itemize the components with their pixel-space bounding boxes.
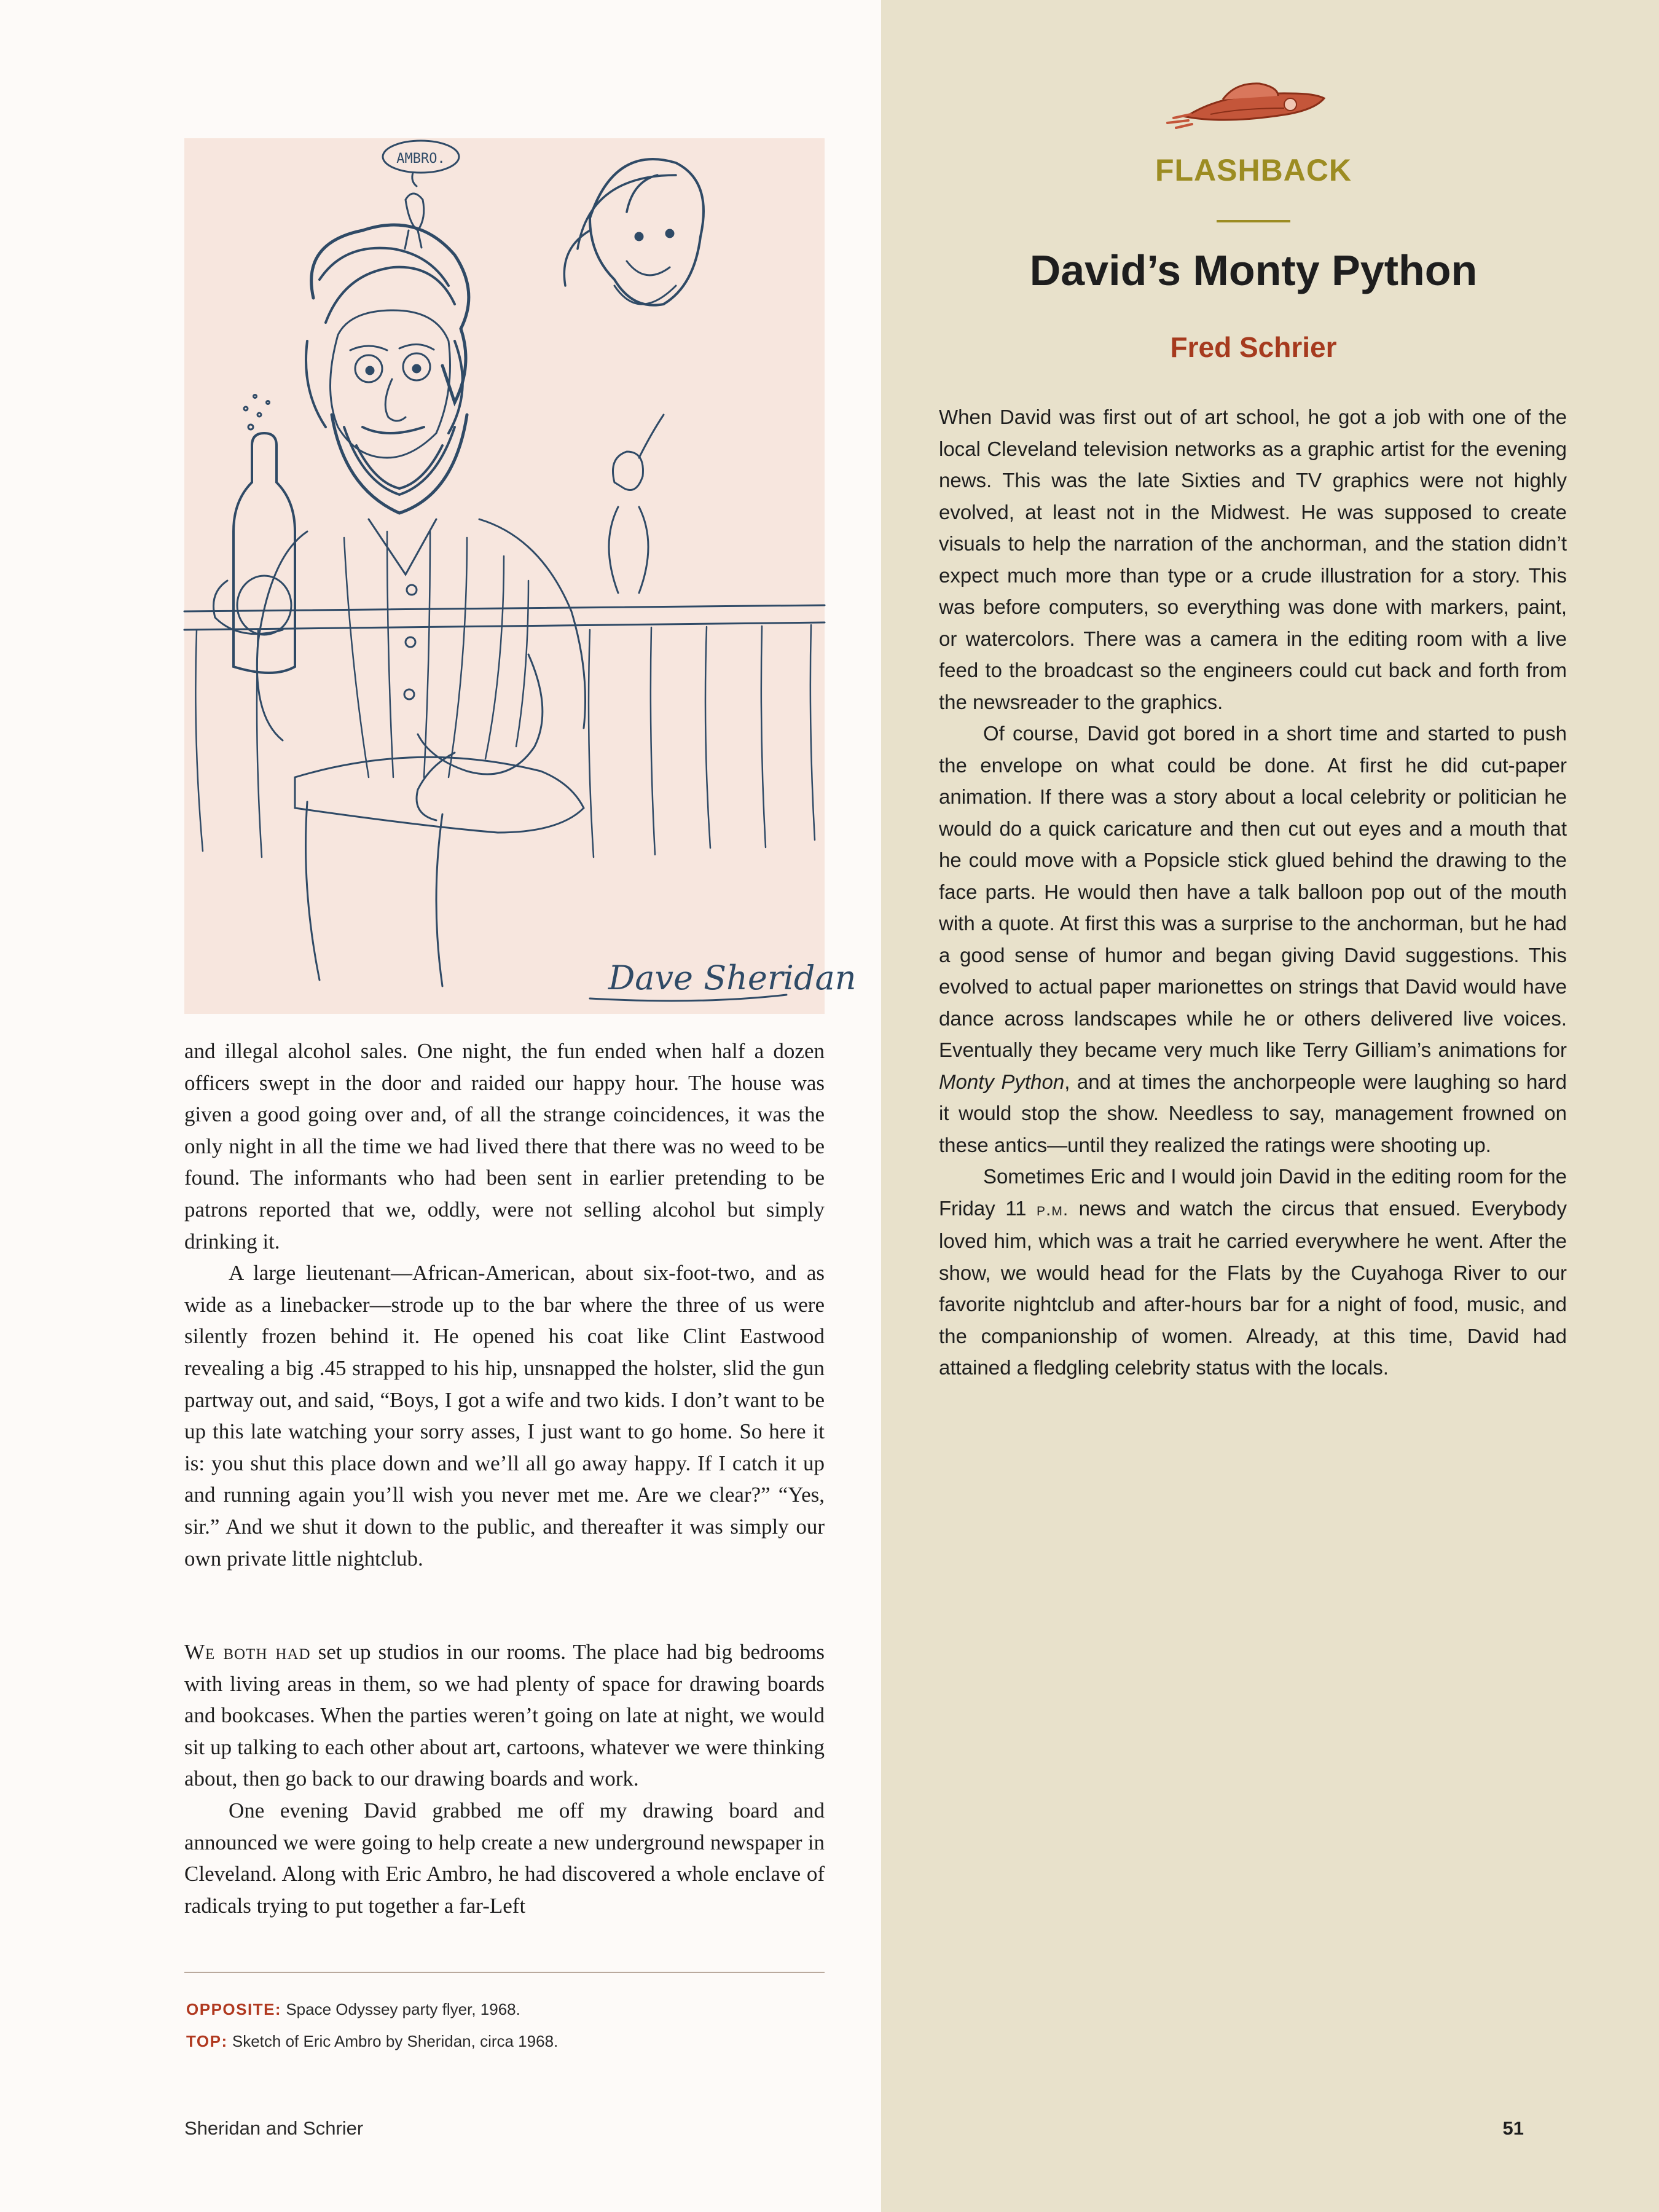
running-footer: Sheridan and Schrier — [184, 2117, 364, 2139]
sidebar-author: Fred Schrier — [1170, 331, 1337, 363]
captions — [186, 1993, 825, 2057]
left-section-text — [184, 1636, 825, 1921]
kicker-rule — [1217, 220, 1290, 222]
sidebar-title: David’s Monty Python — [1029, 246, 1478, 294]
page-number: 51 — [1502, 2117, 1524, 2139]
caption-text: Space Odyssey party flyer, 1968. — [286, 2000, 520, 2018]
p3-text-before: Sometimes Eric and I would join David in the editing room for the Friday 11 — [939, 1165, 1567, 1220]
p2-italic-title: Monty Python — [939, 1070, 1065, 1093]
sidebar-paragraph-3 — [939, 1161, 1567, 1384]
artist-signature: Dave Sheridan — [608, 959, 857, 997]
sidebar-body — [939, 401, 1567, 1384]
caption-label: OPPOSITE: — [186, 2000, 282, 2018]
p3-text-after: news and watch the circus that ensued. Everybody loved him, which was a trait he carried everywhere he went. After the show, we would head for the Flats by the Cuyahoga River to our favorite nightclub and after-hours bar for a night of food, music, and the companionship of women. Already, at this time, David had attained a fledgling celebrity status with the locals. — [939, 1196, 1567, 1379]
p2-text-after: , and at times the anchorpeople were laughing so hard it would stop the show. Needless to say, management frowned on these antics—until they realized the ratings were shooting up. — [939, 1070, 1567, 1156]
spaceship-icon — [1167, 80, 1327, 135]
caption-top — [186, 2025, 825, 2057]
left-paragraph-1: and illegal alcohol sales. One night, the fun ended when half a dozen officers swept in the door and raided our happy hour. The house was given a good going over and, of all the strange coincidences, it was the only night in all the time we had lived there that there was no weed to be found. The informants who had been sent in earlier pretending to be patrons reported that we, oddly, were not selling alcohol but simply drinking it. — [184, 1039, 825, 1253]
p3-time: p.m. — [1036, 1199, 1069, 1220]
sidebar-paragraph-2 — [939, 718, 1567, 1161]
left-body-text — [184, 1035, 825, 1574]
left-paragraph-2: A large lieutenant—African-American, about six-foot-two, and as wide as a linebacker—strode up to the bar where the three of us were silently frozen behind it. He opened his coat like Clint Eastwood revealing a big .45 strapped to his hip, unsnapped the holster, slid the gun partway out, and said, “Boys, I got a wife and two kids. I don’t want to be up this late watching your sorry asses, I just want to go home. So here it is: you shut this place down and we’ll all go away happy. If I catch it up and running again you’ll wish you never met me. Are we clear?” “Yes, sir.” And we shut it down to the public, and thereafter it was simply our own private little nightclub. — [184, 1261, 825, 1571]
section-paragraph-text: set up studios in our rooms. The place had big bedrooms with living areas in them, so we had plenty of space for drawing boards and bookcases. When the parties weren’t going on late at night, we would sit up talking to each other about art, cartoons, whatever we were thinking about, then go back to our drawing boards and work. — [184, 1640, 825, 1791]
caption-opposite — [186, 1993, 825, 2025]
caption-text: Sketch of Eric Ambro by Sheridan, circa 1968. — [232, 2032, 559, 2050]
left-paragraph-4: One evening David grabbed me off my drawing board and announced we were going to help create a new underground newspaper in Cleveland. Along with Eric Ambro, he had discovered a whole enclave of radicals trying to put together a far-Left — [184, 1798, 825, 1918]
caption-label: TOP: — [186, 2032, 228, 2050]
section-lead-in: We both had — [184, 1640, 311, 1664]
sketch-illustration — [184, 138, 857, 1014]
caption-rule — [184, 1972, 825, 1973]
sidebar-paragraph-1: When David was first out of art school, he got a job with one of the local Cleveland television networks as a graphic artist for the evening news. This was the late Sixties and TV graphics were not highly evolved, at least not in the Midwest. He was supposed to create visuals to help the narration of the anchorman, and the station didn’t expect much more than type or a crude illustration for a story. This was before computers, so everything was done with markers, paint, or watercolors. There was a camera in the editing room with a live feed to the broadcast so the engineers could cut back and forth from the newsreader to the graphics. — [939, 406, 1567, 713]
flashback-kicker: FLASHBACK — [1155, 153, 1352, 187]
p2-text-before: Of course, David got bored in a short time and started to push the envelope on what could be done. At first he did cut-paper animation. If there was a story about a local celebrity or politician he would do a quick caricature and then cut out eyes and a mouth that he could move with a Popsicle stick glued behind the drawing to the face parts. He would then have a talk balloon pop out of the mouth with a quote. At first this was a surprise to the anchorman, but he had a good sense of humor and began giving David suggestions. This evolved to actual paper marionettes on strings that David would have dance across landscapes while he or others delivered live voices. Eventually they became very much like Terry Gilliam’s animations for — [939, 722, 1567, 1061]
left-paragraph-3 — [184, 1636, 825, 1795]
balloon-text: AMBRO. — [396, 151, 445, 167]
